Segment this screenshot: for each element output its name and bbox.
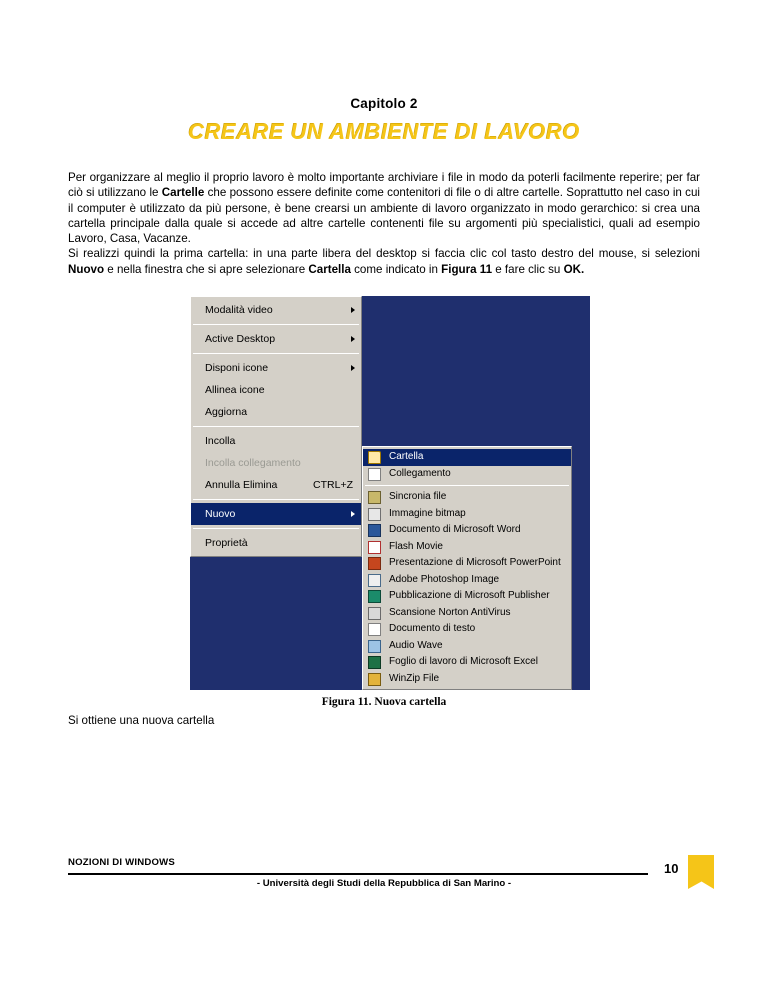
submenu-item-label: Immagine bitmap <box>389 507 466 519</box>
submenu-item-audio-wave[interactable] <box>363 638 571 655</box>
submenu-item-immagine-bitmap[interactable] <box>363 506 571 523</box>
submenu-item-documento-word[interactable] <box>363 522 571 539</box>
powerpoint-icon <box>368 557 381 570</box>
menu-separator <box>193 528 359 529</box>
p1-bold-cartelle: Cartelle <box>161 186 205 200</box>
menu-item-label: Aggiorna <box>205 406 248 418</box>
menu-item-modalita-video[interactable] <box>191 299 361 321</box>
menu-item-label: Disponi icone <box>205 362 269 374</box>
menu-separator <box>193 426 359 427</box>
desktop-context-menu <box>190 296 362 557</box>
submenu-item-label: Cartella <box>389 451 424 462</box>
p1-part-c: che possono essere definite come contenitori di file o di altre cartelle. Soprattutto nel caso in cui il computer è utilizzato da più persone, è bene crearsi un ambiente di lavoro organizzato in modo gerarchico: si crea una cartella principale dalla quale si accede ad altre cartelle contenenti file su argomenti più specialistici, quali ad esempio Lavoro, Casa, Vacanze. <box>68 186 700 246</box>
chevron-right-icon <box>351 365 355 371</box>
chevron-right-icon <box>351 336 355 342</box>
paragraph-after-figure: Si ottiene una nuova cartella <box>68 714 215 727</box>
p2-part-c: e nella finestra che si apre selezionare <box>104 262 309 276</box>
submenu-item-flash-movie[interactable] <box>363 539 571 556</box>
p2-part-e: come indicato in <box>350 262 442 276</box>
chevron-right-icon <box>351 511 355 517</box>
chapter-label: Capitolo 2 <box>350 96 418 111</box>
audio-wave-icon <box>368 640 381 653</box>
menu-item-disponi-icone[interactable] <box>191 357 361 379</box>
submenu-item-collegamento[interactable] <box>363 466 571 483</box>
figure-caption: Figura 11. Nuova cartella <box>321 696 447 708</box>
shortcut-icon <box>368 468 381 481</box>
menu-item-incolla[interactable] <box>191 430 361 452</box>
menu-item-nuovo[interactable] <box>191 503 361 525</box>
submenu-item-norton-antivirus[interactable] <box>363 605 571 622</box>
excel-icon <box>368 656 381 669</box>
menu-separator <box>193 353 359 354</box>
footer-center-text: - Università degli Studi della Repubblica di San Marino - <box>256 878 512 889</box>
menu-item-label: Active Desktop <box>205 333 276 345</box>
submenu-item-label: Scansione Norton AntiVirus <box>389 606 511 618</box>
menu-item-label: Proprietà <box>205 537 248 549</box>
menu-item-incolla-collegamento <box>191 452 361 474</box>
submenu-item-label: WinZip File <box>389 672 440 684</box>
submenu-item-documento-testo[interactable] <box>363 621 571 638</box>
submenu-item-label: Pubblicazione di Microsoft Publisher <box>389 590 550 601</box>
photoshop-icon <box>368 574 381 587</box>
p2-bold-ok: OK. <box>563 262 585 276</box>
menu-separator <box>193 324 359 325</box>
paragraph-2 <box>68 246 700 277</box>
flash-movie-icon <box>368 541 381 554</box>
menu-item-aggiorna[interactable] <box>191 401 361 423</box>
word-document-icon <box>368 524 381 537</box>
figure-screenshot-desktop <box>190 296 590 690</box>
p2-bold-figura: Figura 11 <box>441 262 493 276</box>
page-number: 10 <box>664 861 679 876</box>
menu-item-active-desktop[interactable] <box>191 328 361 350</box>
submenu-item-powerpoint[interactable] <box>363 555 571 572</box>
submenu-item-publisher[interactable] <box>363 588 571 605</box>
submenu-item-excel[interactable] <box>363 654 571 671</box>
footer-divider <box>68 873 648 875</box>
menu-separator <box>193 499 359 500</box>
publisher-icon <box>368 590 381 603</box>
bitmap-image-icon <box>368 508 381 521</box>
submenu-item-label: Flash Movie <box>389 540 443 552</box>
text-document-icon <box>368 623 381 636</box>
winzip-icon <box>368 673 381 686</box>
p1-part-a: Per organizzare al meglio il proprio lavoro è molto importante archiviare i file in modo da poterli facilmente reperire; per far ciò si utilizzano le <box>68 171 700 200</box>
submenu-item-label: Adobe Photoshop Image <box>389 573 500 585</box>
footer-left-text: NOZIONI DI WINDOWS <box>68 857 175 868</box>
menu-item-label: Modalità video <box>205 304 273 316</box>
menu-item-label: Nuovo <box>205 508 236 520</box>
menu-item-label: Incolla <box>205 435 236 447</box>
menu-item-proprieta[interactable] <box>191 532 361 554</box>
p2-bold-nuovo: Nuovo <box>68 262 105 276</box>
submenu-item-label: Presentazione di Microsoft PowerPoint <box>389 557 561 568</box>
submenu-item-photoshop[interactable] <box>363 572 571 589</box>
chevron-right-icon <box>351 307 355 313</box>
menu-item-annulla-elimina[interactable] <box>191 474 361 496</box>
p2-bold-cartella: Cartella <box>308 262 351 276</box>
menu-item-allinea-icone[interactable] <box>191 379 361 401</box>
submenu-item-label: Documento di testo <box>389 623 476 634</box>
menu-item-label: Incolla collegamento <box>205 457 301 469</box>
submenu-item-label: Collegamento <box>389 467 451 479</box>
menu-item-shortcut: CTRL+Z <box>313 479 353 491</box>
menu-item-label: Allinea icone <box>205 384 265 396</box>
menu-item-label: Annulla Elimina <box>205 479 278 491</box>
folder-icon <box>368 451 381 464</box>
submenu-item-winzip[interactable] <box>363 671 571 688</box>
submenu-item-label: Audio Wave <box>389 639 443 651</box>
submenu-item-label: Foglio di lavoro di Microsoft Excel <box>389 656 538 667</box>
submenu-separator <box>365 485 569 486</box>
body-text <box>68 170 700 277</box>
submenu-item-sincronia-file[interactable] <box>363 489 571 506</box>
p2-part-g: e fare clic su <box>492 262 564 276</box>
submenu-item-label: Documento di Microsoft Word <box>389 524 521 535</box>
norton-antivirus-icon <box>368 607 381 620</box>
page-title: CREARE UN AMBIENTE DI LAVORO <box>188 119 580 144</box>
sync-file-icon <box>368 491 381 504</box>
submenu-item-label: Sincronia file <box>389 491 447 502</box>
paragraph-1 <box>68 170 700 246</box>
p2-part-a: Si realizzi quindi la prima cartella: in una parte libera del desktop si faccia clic col tasto destro del mouse, si selezioni <box>68 247 700 261</box>
submenu-item-cartella[interactable] <box>363 449 571 466</box>
nuovo-submenu <box>362 446 572 690</box>
